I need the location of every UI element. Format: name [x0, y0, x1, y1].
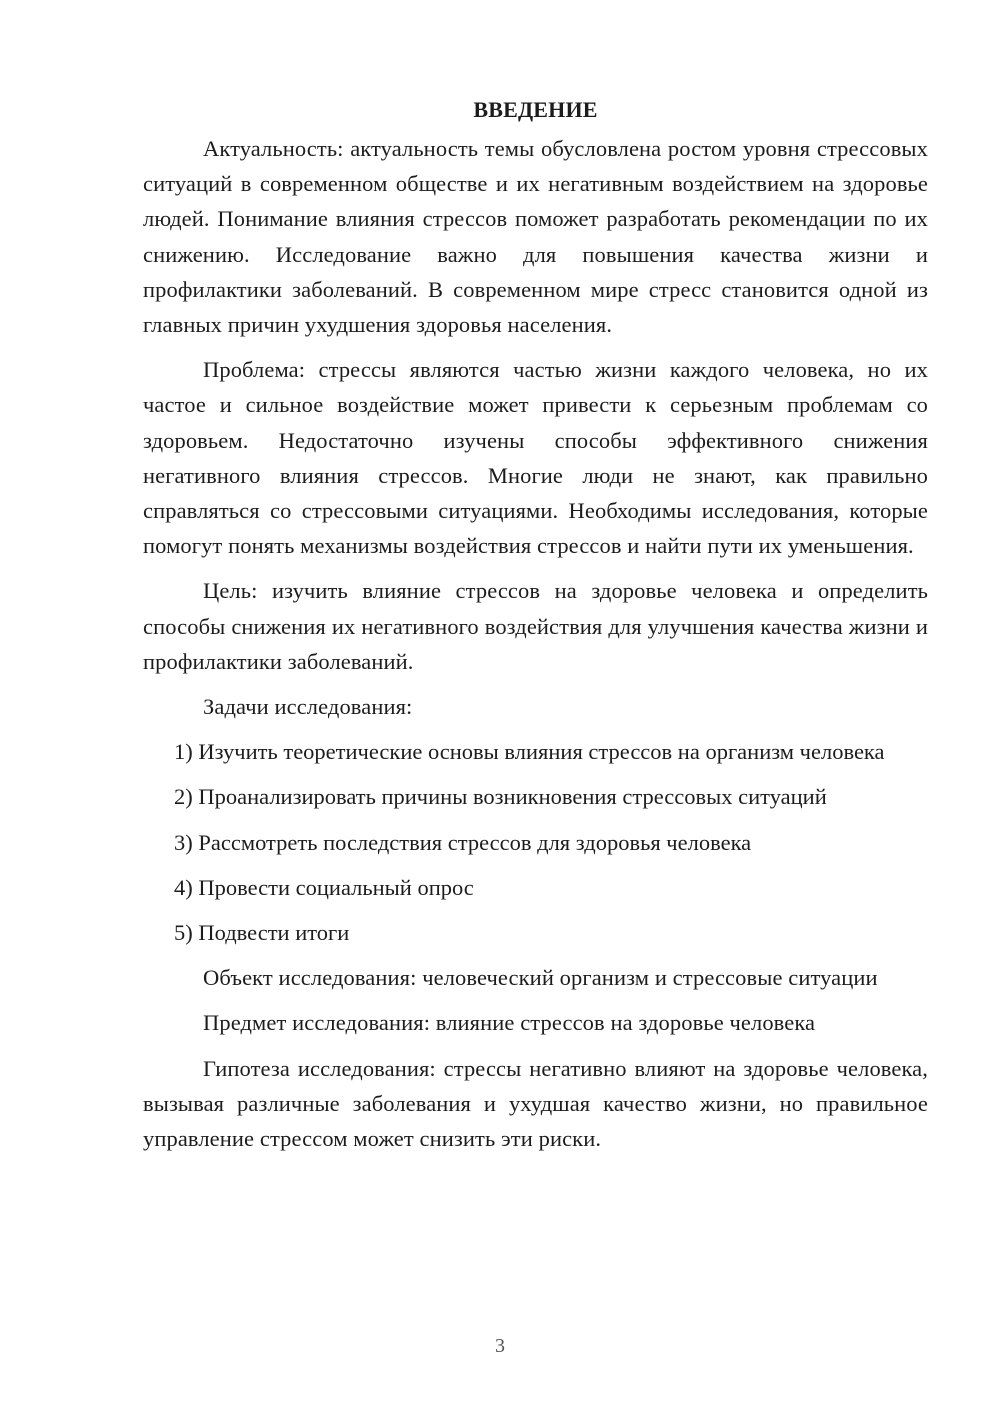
task-item: 4) Провести социальный опрос	[174, 874, 474, 900]
task-item: 2) Проанализировать причины возникновения стрессовых ситуаций	[174, 784, 827, 810]
hypothesis-paragraph: Гипотеза исследования: стрессы негативно влияют на здоровье человека, вызывая различные заболевания и ухудшая качество жизни, но правильное управление стрессом может снизить эти риски.	[143, 1055, 928, 1152]
relevance-paragraph: Актуальность: актуальность темы обусловлена ростом уровня стрессовых ситуаций в современном обществе и их негативным воздействием на здоровье людей. Понимание влияния стрессов поможет разработать рекомендации по их снижению. Исследование важно для повышения качества жизни и профилактики заболеваний. В современном мире стресс становится одной из главных причин ухудшения здоровья населения.	[143, 136, 928, 338]
task-item: 3) Рассмотреть последствия стрессов для здоровья человека	[174, 829, 752, 855]
problem-paragraph: Проблема: стрессы являются частью жизни каждого человека, но их частое и сильное воздействие может привести к серьезным проблемам со здоровьем. Недостаточно изучены способы эффективного снижения негативного влияния стрессов. Многие люди не знают, как правильно справляться со стрессовыми ситуациями. Необходимы исследования, которые помогут понять механизмы воздействия стрессов и найти пути их уменьшения.	[143, 357, 928, 559]
task-item: 5) Подвести итоги	[174, 920, 350, 946]
tasks-heading: Задачи исследования:	[203, 694, 413, 720]
task-item: 1) Изучить теоретические основы влияния стрессов на организм человека	[174, 739, 885, 765]
document-title: ВВЕДЕНИЕ	[473, 97, 598, 122]
subject-paragraph: Предмет исследования: влияние стрессов на здоровье человека	[203, 1010, 816, 1036]
goal-paragraph: Цель: изучить влияние стрессов на здоровье человека и определить способы снижения их негативного воздействия для улучшения качества жизни и профилактики заболеваний.	[143, 578, 928, 674]
tasks-list	[143, 734, 928, 950]
page-number: 3	[495, 1335, 505, 1357]
document-page	[143, 92, 928, 1166]
object-paragraph: Объект исследования: человеческий организм и стрессовые ситуации	[203, 965, 878, 991]
